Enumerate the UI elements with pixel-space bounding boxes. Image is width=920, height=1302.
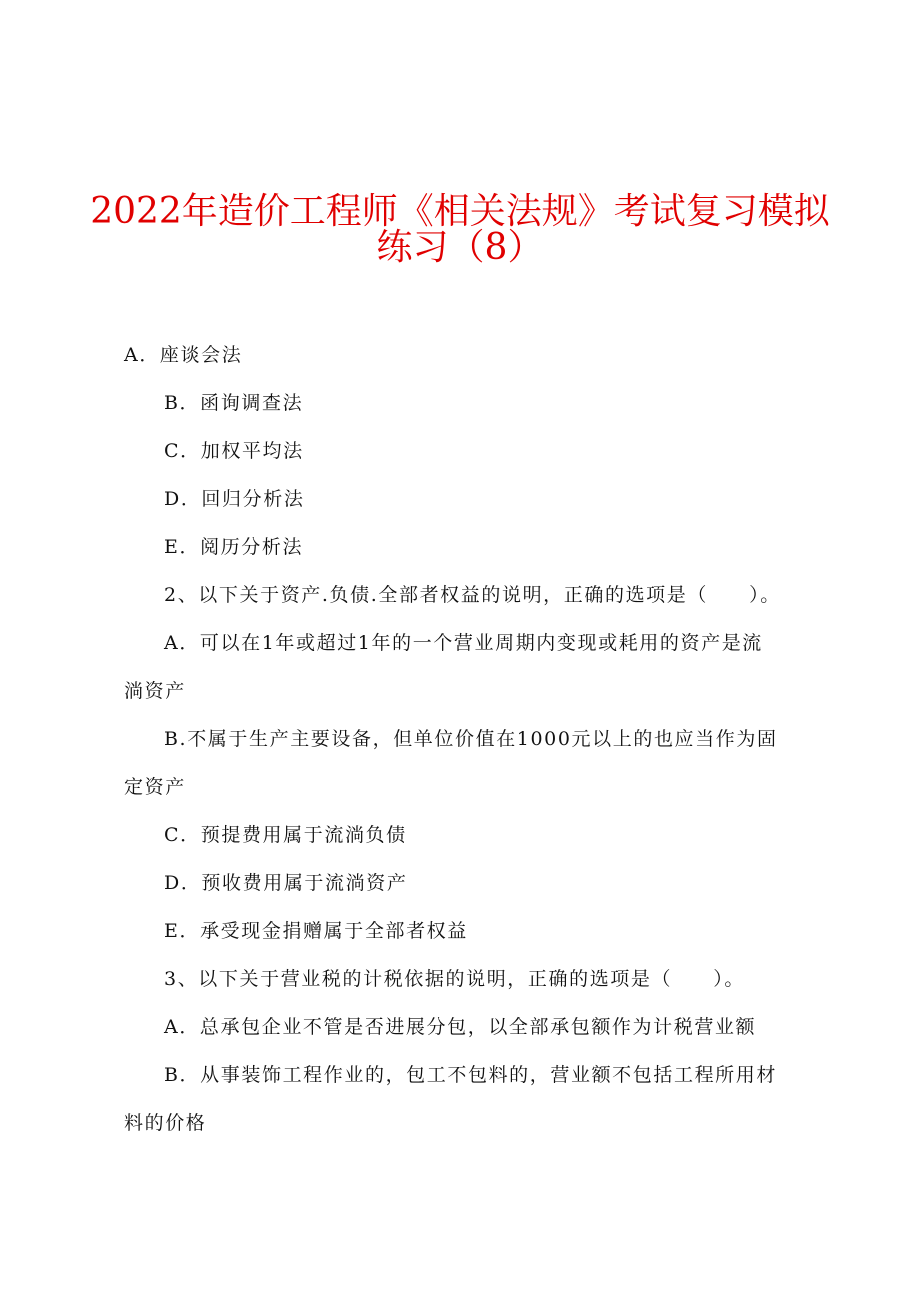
option-line: A．座谈会法 [124,344,243,366]
option-line-continued: 定资产 [124,776,186,798]
option-line: B．从事装饰工程作业的，包工不包料的，营业额不包括工程所用材 [164,1064,777,1086]
option-line: E．阅历分析法 [164,536,304,558]
option-line: C．预提费用属于流淌负债 [164,824,407,846]
option-line: D．预收费用属于流淌资产 [164,872,408,894]
option-line: D．回归分析法 [164,488,305,510]
option-line-continued: 淌资产 [124,680,186,702]
question-line: 3、以下关于营业税的计税依据的说明，正确的选项是（ ）。 [164,968,745,990]
option-line-continued: 料的价格 [124,1112,207,1134]
title-line-1: 2022年造价工程师《相关法规》考试复习模拟 [90,191,830,232]
option-line: A．可以在1年或超过1年的一个营业周期内变现或耗用的资产是流 [164,632,763,654]
option-line: C．加权平均法 [164,440,304,462]
option-line: A．总承包企业不管是否进展分包，以全部承包额作为计税营业额 [164,1016,757,1038]
option-line: E．承受现金捐赠属于全部者权益 [164,920,468,942]
option-line: B．函询调查法 [164,392,304,414]
title-line-2: 练习（8） [376,227,544,268]
question-line: 2、以下关于资产.负债.全部者权益的说明，正确的选项是（ ）。 [164,584,781,606]
option-line: B.不属于生产主要设备，但单位价值在1000元以上的也应当作为固 [164,728,778,750]
